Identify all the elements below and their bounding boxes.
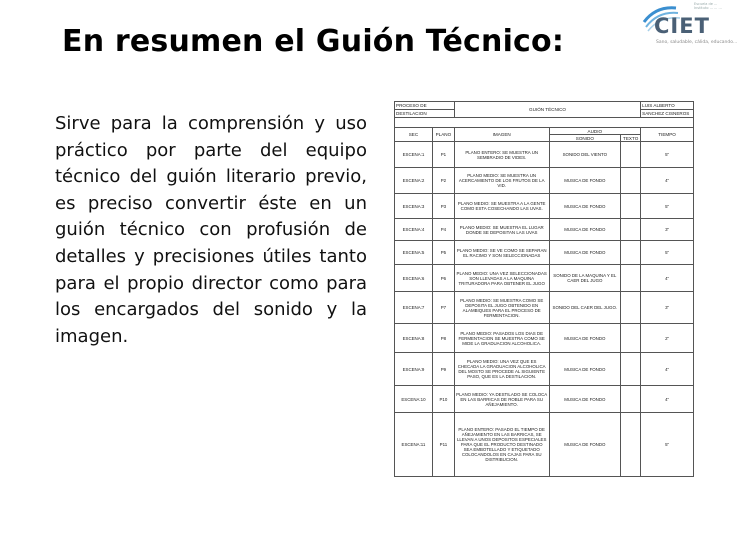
cell-sec: ESCENA:6 xyxy=(395,265,433,292)
cell-texto xyxy=(621,142,641,168)
cell-sonido: MUSICA DE FONDO xyxy=(549,386,621,413)
cell-sec: ESCENA:5 xyxy=(395,241,433,265)
cell-texto xyxy=(621,168,641,194)
cell-imagen: PLANO MEDIO: PASADOS LOS DIAS DE FERMENTACION SE MUESTRA COMO SE MIDE LA GRADUACION ALCOHOLICA. xyxy=(454,324,549,353)
table-row xyxy=(395,142,694,168)
table-row xyxy=(395,413,694,477)
cell-tiempo: 5" xyxy=(641,241,694,265)
cell-texto xyxy=(621,219,641,241)
cell-imagen: PLANO MEDIO: UNA VEZ SELECCIONADAS SON LLEVADAS A LA MAQUINA TRITURADORA PARA OBTENER EL JUGO xyxy=(454,265,549,292)
header-author-top: LUIS ALBERTO xyxy=(641,102,694,110)
cell-sonido: MUSICA DE FONDO xyxy=(549,194,621,219)
cell-sonido: SONIDO DEL CAER DEL JUGO. xyxy=(549,292,621,324)
cell-tiempo: 3" xyxy=(641,219,694,241)
cell-tiempo: 5" xyxy=(641,413,694,477)
header-project-top: PROCESO DE xyxy=(395,102,455,110)
slide-body-text: Sirve para la comprensión y uso práctico por parte del equipo técnico del guión literario previo, es preciso convertir éste en un guión técnico con profusión de detalles y precisiones útiles tanto para el propio director como para los encargados del sonido y la imagen. xyxy=(55,113,367,347)
cell-tiempo: 4" xyxy=(641,168,694,194)
script-table xyxy=(394,101,694,477)
table-row xyxy=(395,219,694,241)
header-document-title: GUIÓN TÉCNICO xyxy=(454,102,640,118)
cell-imagen: PLANO MEDIO: YA DESTILADO SE COLOCA EN LAS BARRICAS DE ROBLE PARA SU AÑEJAMIENTO. xyxy=(454,386,549,413)
ciet-logo xyxy=(640,0,737,52)
cell-sonido: MUSICA DE FONDO xyxy=(549,413,621,477)
cell-plano: P5 xyxy=(432,241,454,265)
cell-tiempo: 2" xyxy=(641,324,694,353)
cell-sec: ESCENA:11 xyxy=(395,413,433,477)
cell-plano: P2 xyxy=(432,168,454,194)
cell-texto xyxy=(621,324,641,353)
header-spacer xyxy=(395,118,694,128)
cell-texto xyxy=(621,194,641,219)
col-tiempo: TIEMPO xyxy=(641,128,694,142)
cell-tiempo: 4" xyxy=(641,386,694,413)
cell-imagen: PLANO MEDIO: SE VE COMO SE SEPARAN EL RACIMO Y SON SELECCIONADAS xyxy=(454,241,549,265)
cell-imagen: PLANO ENTERO: PASADO EL TIEMPO DE AÑEJAMIENTO EN LAS BARRICAS, SE LLEVAN A UNOS DEPOSITOS ESPECIALES PARA QUE EL PRODUCTO DESTINADO SEA EMBOTELLADO Y ETIQUETADO COLOCANDOLOS EN CAJAS PARA SU DISTRIBUCION. xyxy=(454,413,549,477)
cell-sonido: MUSICA DE FONDO xyxy=(549,324,621,353)
cell-plano: P1 xyxy=(432,142,454,168)
cell-sonido: MUSICA DE FONDO xyxy=(549,241,621,265)
cell-texto xyxy=(621,413,641,477)
cell-sec: ESCENA:3 xyxy=(395,194,433,219)
cell-plano: P11 xyxy=(432,413,454,477)
cell-plano: P9 xyxy=(432,353,454,386)
script-sheet xyxy=(394,101,694,471)
cell-plano: P10 xyxy=(432,386,454,413)
cell-sonido: MUSICA DE FONDO xyxy=(549,168,621,194)
table-row xyxy=(395,386,694,413)
table-row xyxy=(395,194,694,219)
table-row xyxy=(395,265,694,292)
col-texto: TEXTO xyxy=(621,135,641,142)
table-row xyxy=(395,168,694,194)
cell-imagen: PLANO ENTERO: SE MUESTRA UN SEMBRADIO DE VIDES. xyxy=(454,142,549,168)
col-imagen: IMAGEN xyxy=(454,128,549,142)
cell-imagen: PLANO MEDIO: SE MUESTRA UN ACERCAMIENTO DE LOS FRUTOS DE LA VID. xyxy=(454,168,549,194)
cell-texto xyxy=(621,353,641,386)
cell-tiempo: 5" xyxy=(641,142,694,168)
table-row xyxy=(395,353,694,386)
cell-plano: P6 xyxy=(432,265,454,292)
cell-imagen: PLANO MEDIO: UNA VEZ QUE ES CHECADA LA GRADUACION ALCOHOLICA DEL MOSTO SE PROCEDE AL SIGUIENTE PASO, QUE ES LA DESTILACION. xyxy=(454,353,549,386)
cell-sec: ESCENA:1 xyxy=(395,142,433,168)
cell-texto xyxy=(621,241,641,265)
cell-texto xyxy=(621,386,641,413)
cell-sonido: SONIDO DE LA MAQUINA Y EL CAER DEL JUGO xyxy=(549,265,621,292)
cell-imagen: PLANO MEDIO: SE MUESTRA EL LUGAR DONDE SE DEPOSITAN LAS UVAS xyxy=(454,219,549,241)
cell-sonido: MUSICA DE FONDO xyxy=(549,219,621,241)
cell-tiempo: 4" xyxy=(641,353,694,386)
table-row xyxy=(395,292,694,324)
header-author-bottom: SANCHEZ CISNEROS xyxy=(641,110,694,118)
cell-texto xyxy=(621,265,641,292)
cell-sec: ESCENA:10 xyxy=(395,386,433,413)
col-sonido: SONIDO xyxy=(549,135,621,142)
logo-wordmark: CIET xyxy=(654,14,710,38)
cell-sec: ESCENA:7 xyxy=(395,292,433,324)
col-sec: SEC xyxy=(395,128,433,142)
logo-tagline: Sano, saludable, cálida, educando... xyxy=(656,40,737,45)
cell-sec: ESCENA:2 xyxy=(395,168,433,194)
cell-plano: P3 xyxy=(432,194,454,219)
col-audio: AUDIO xyxy=(549,128,641,135)
slide-title: En resumen el Guión Técnico: xyxy=(62,24,565,59)
col-plano: PLANO xyxy=(432,128,454,142)
cell-sonido: SONIDO DEL VIENTO xyxy=(549,142,621,168)
header-project-bottom: DESTILACION xyxy=(395,110,455,118)
cell-tiempo: 4" xyxy=(641,265,694,292)
cell-sec: ESCENA:4 xyxy=(395,219,433,241)
cell-sec: ESCENA:8 xyxy=(395,324,433,353)
cell-plano: P8 xyxy=(432,324,454,353)
logo-small-text: Escuela de ... Instituto ... ... ... xyxy=(694,2,722,10)
table-row xyxy=(395,241,694,265)
cell-texto xyxy=(621,292,641,324)
cell-tiempo: 5" xyxy=(641,194,694,219)
table-row xyxy=(395,324,694,353)
cell-imagen: PLANO MEDIO: SE MUESTRA A LA GENTE COMO ESTA COSECHANDO LAS UVAS. xyxy=(454,194,549,219)
cell-plano: P4 xyxy=(432,219,454,241)
cell-imagen: PLANO MEDIO: SE MUESTRA COMO SE DEPOSITA EL JUGO OBTENIDO EN ALAMBIQUES PARA EL PROCESO DE FERMENTACION. xyxy=(454,292,549,324)
cell-sonido: MUSICA DE FONDO xyxy=(549,353,621,386)
cell-tiempo: 3" xyxy=(641,292,694,324)
cell-sec: ESCENA:9 xyxy=(395,353,433,386)
cell-plano: P7 xyxy=(432,292,454,324)
